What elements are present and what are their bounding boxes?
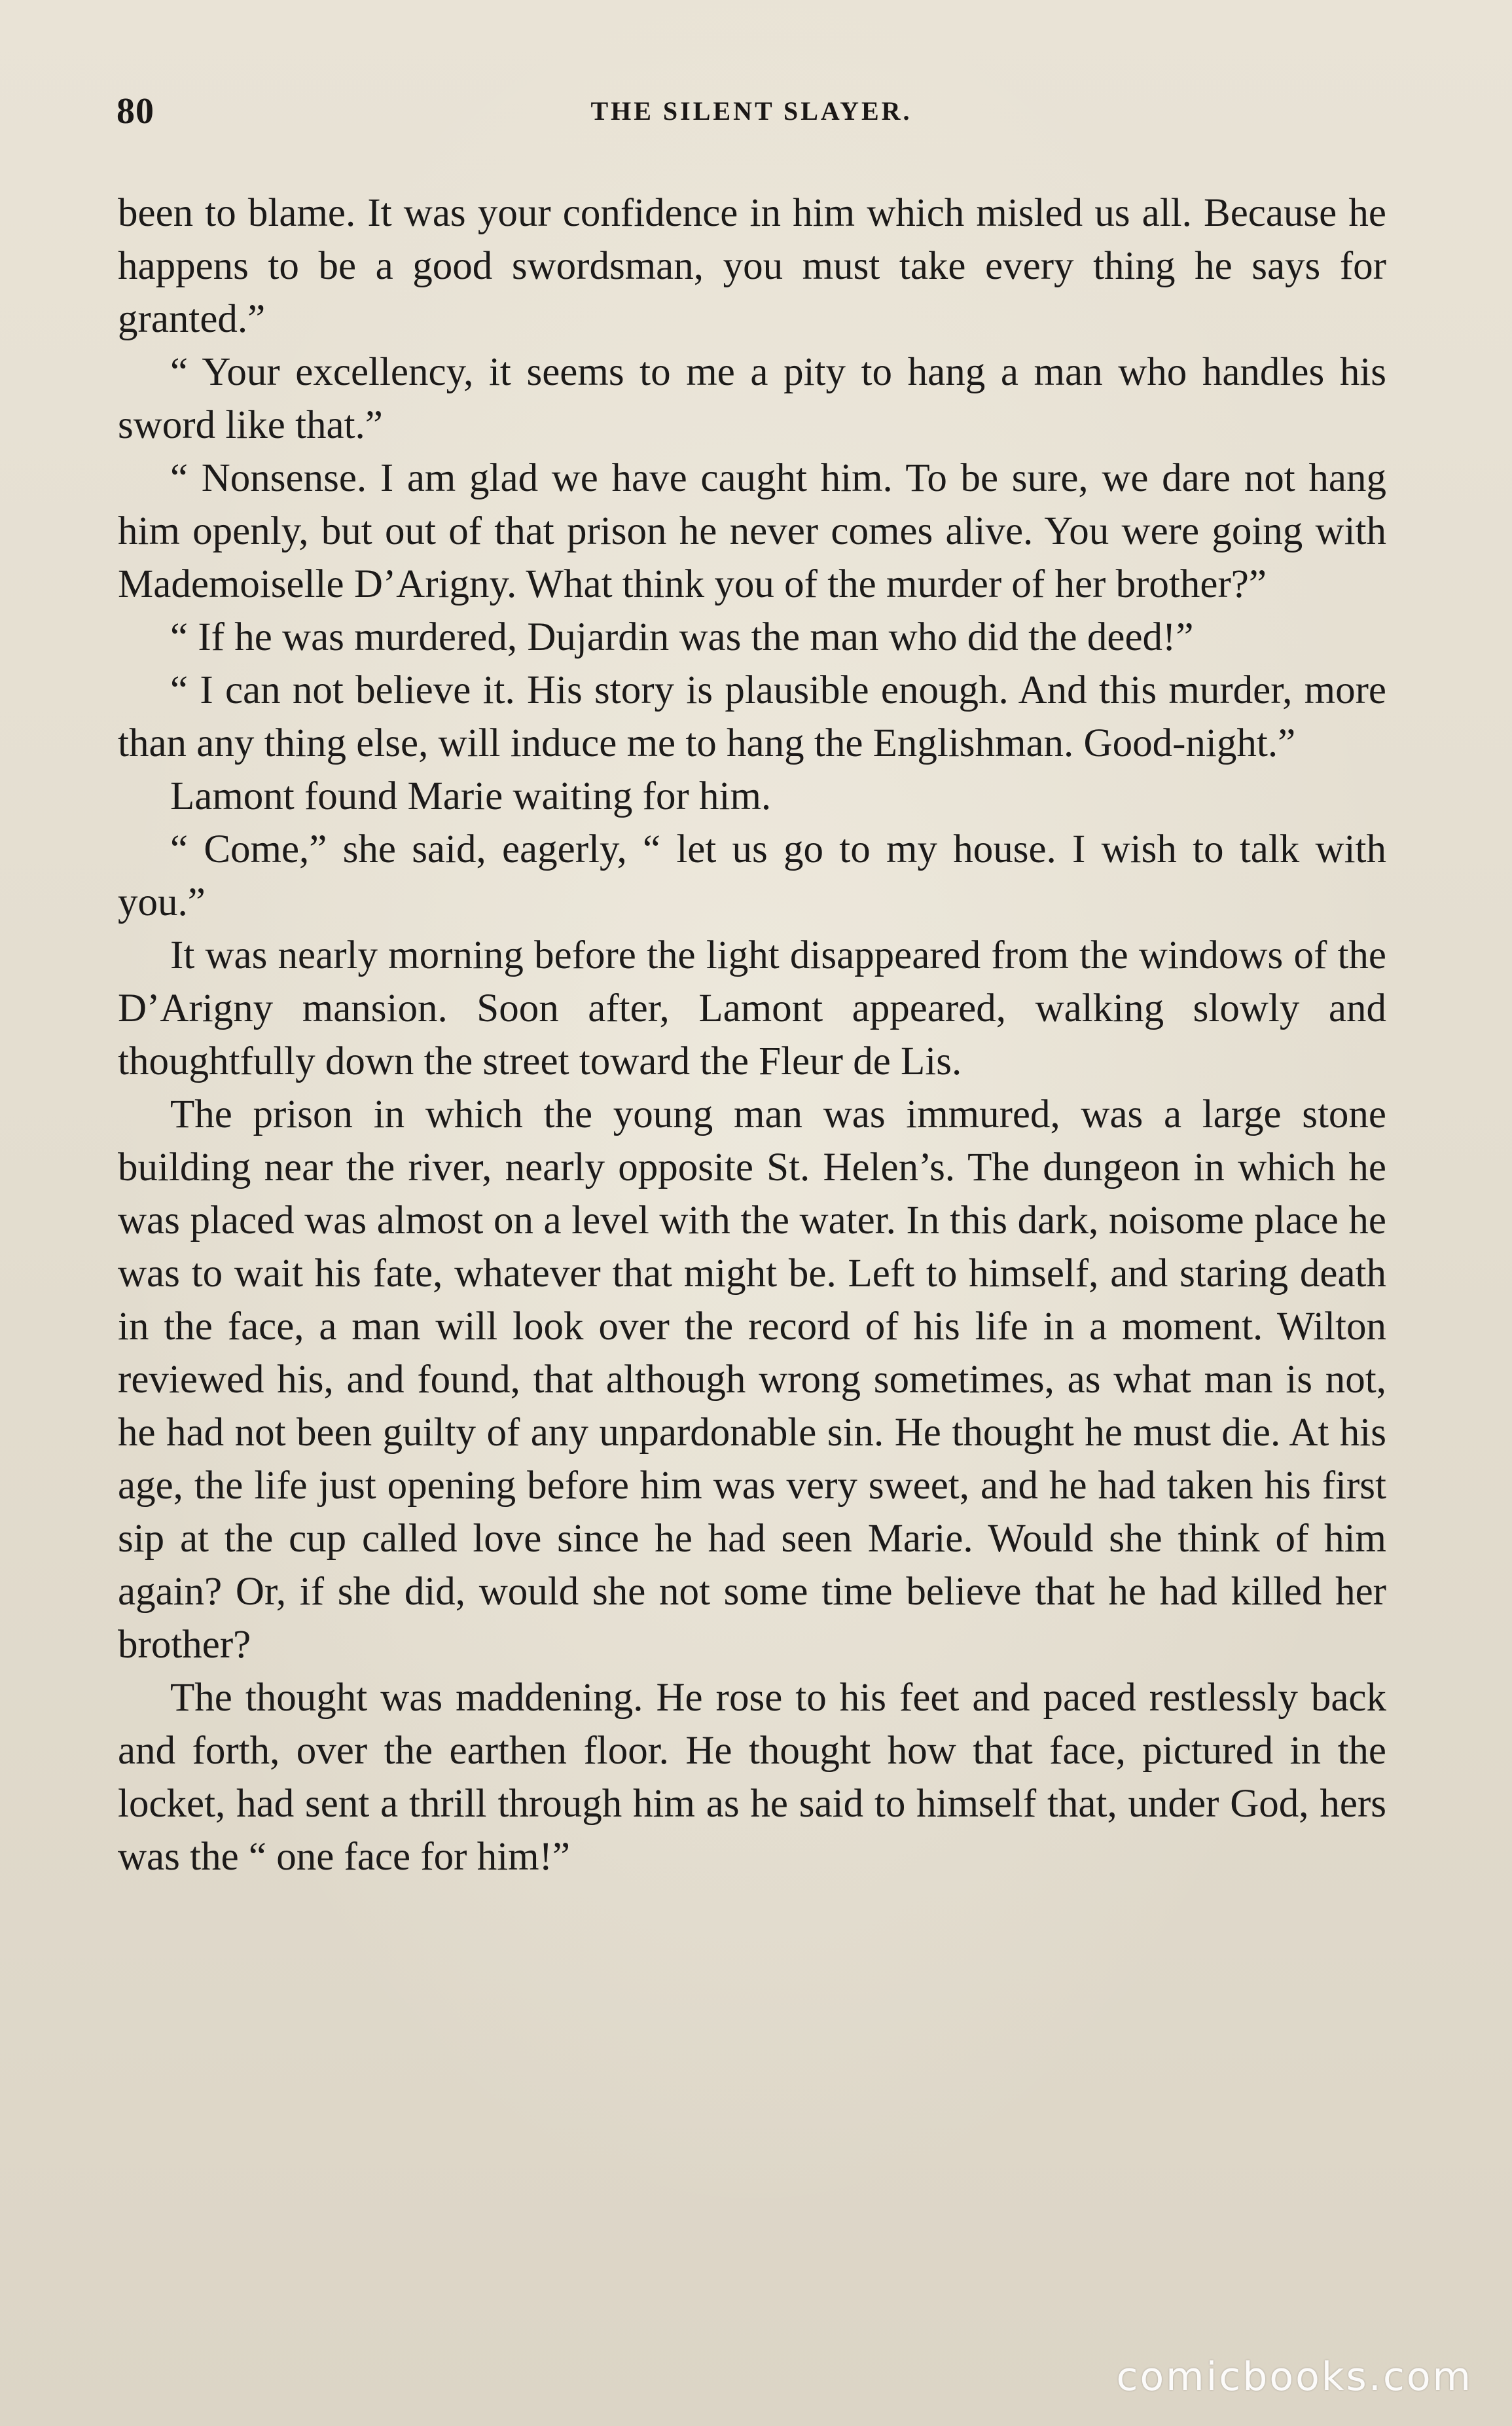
site-watermark: comicbooks.com xyxy=(1116,2354,1473,2400)
paragraph: The thought was maddening. He rose to his feet and paced restlessly back and forth, over the earthen floor. He thought how that face, pictured in the locket, had sent a thrill through him as he said to himself that, under God, hers was the “ one face for him!” xyxy=(118,1676,1386,1879)
paragraph: “ Your excellency, it seems to me a pity to hang a man who handles his sword like that.” xyxy=(118,350,1386,447)
running-head: THE SILENT SLAYER. xyxy=(590,96,912,126)
paragraph: It was nearly morning before the light disappeared from the windows of the D’Arigny mansion. Soon after, Lamont appeared, walking slowly and thoughtfully down the street toward the Fleur de Lis. xyxy=(118,933,1386,1083)
paragraph: “ I can not believe it. His story is plausible enough. And this murder, more than any thing else, will induce me to hang the Englishman. Good-night.” xyxy=(118,668,1386,765)
page-header xyxy=(117,90,1386,136)
paragraph: “ If he was murdered, Dujardin was the man who did the deed!” xyxy=(170,615,1194,659)
body-text xyxy=(118,187,1386,1883)
paragraph: “ Nonsense. I am glad we have caught him. To be sure, we dare not hang him openly, but out of that prison he never comes alive. You were going with Mademoiselle D’Arigny. What think you of the murder of her brother?” xyxy=(118,456,1386,606)
paragraph: Lamont found Marie waiting for him. xyxy=(170,774,772,818)
paragraph: The prison in which the young man was immured, was a large stone building near the river, nearly opposite St. Helen’s. The dungeon in which he was placed was almost on a level with the water. In this dark, noisome place he was to wait his fate, whatever that might be. Left to himself, and staring death in the face, a man will look over the record of his life in a moment. Wilton reviewed his, and found, that although wrong sometimes, as what man is not, he had not been guilty of any unpardonable sin. He thought he must die. At his age, the life just opening before him was very sweet, and he had taken his first sip at the cup called love since he had seen Marie. Would she think of him again? Or, if she did, would she not some time believe that he had killed her brother? xyxy=(118,1093,1386,1667)
page-number: 80 xyxy=(117,91,154,132)
paragraph: “ Come,” she said, eagerly, “ let us go to my house. I wish to talk with you.” xyxy=(118,827,1386,924)
paragraph: been to blame. It was your confidence in him which misled us all. Because he happens to be a good swordsman, you must take every thing he says for granted.” xyxy=(118,191,1386,341)
